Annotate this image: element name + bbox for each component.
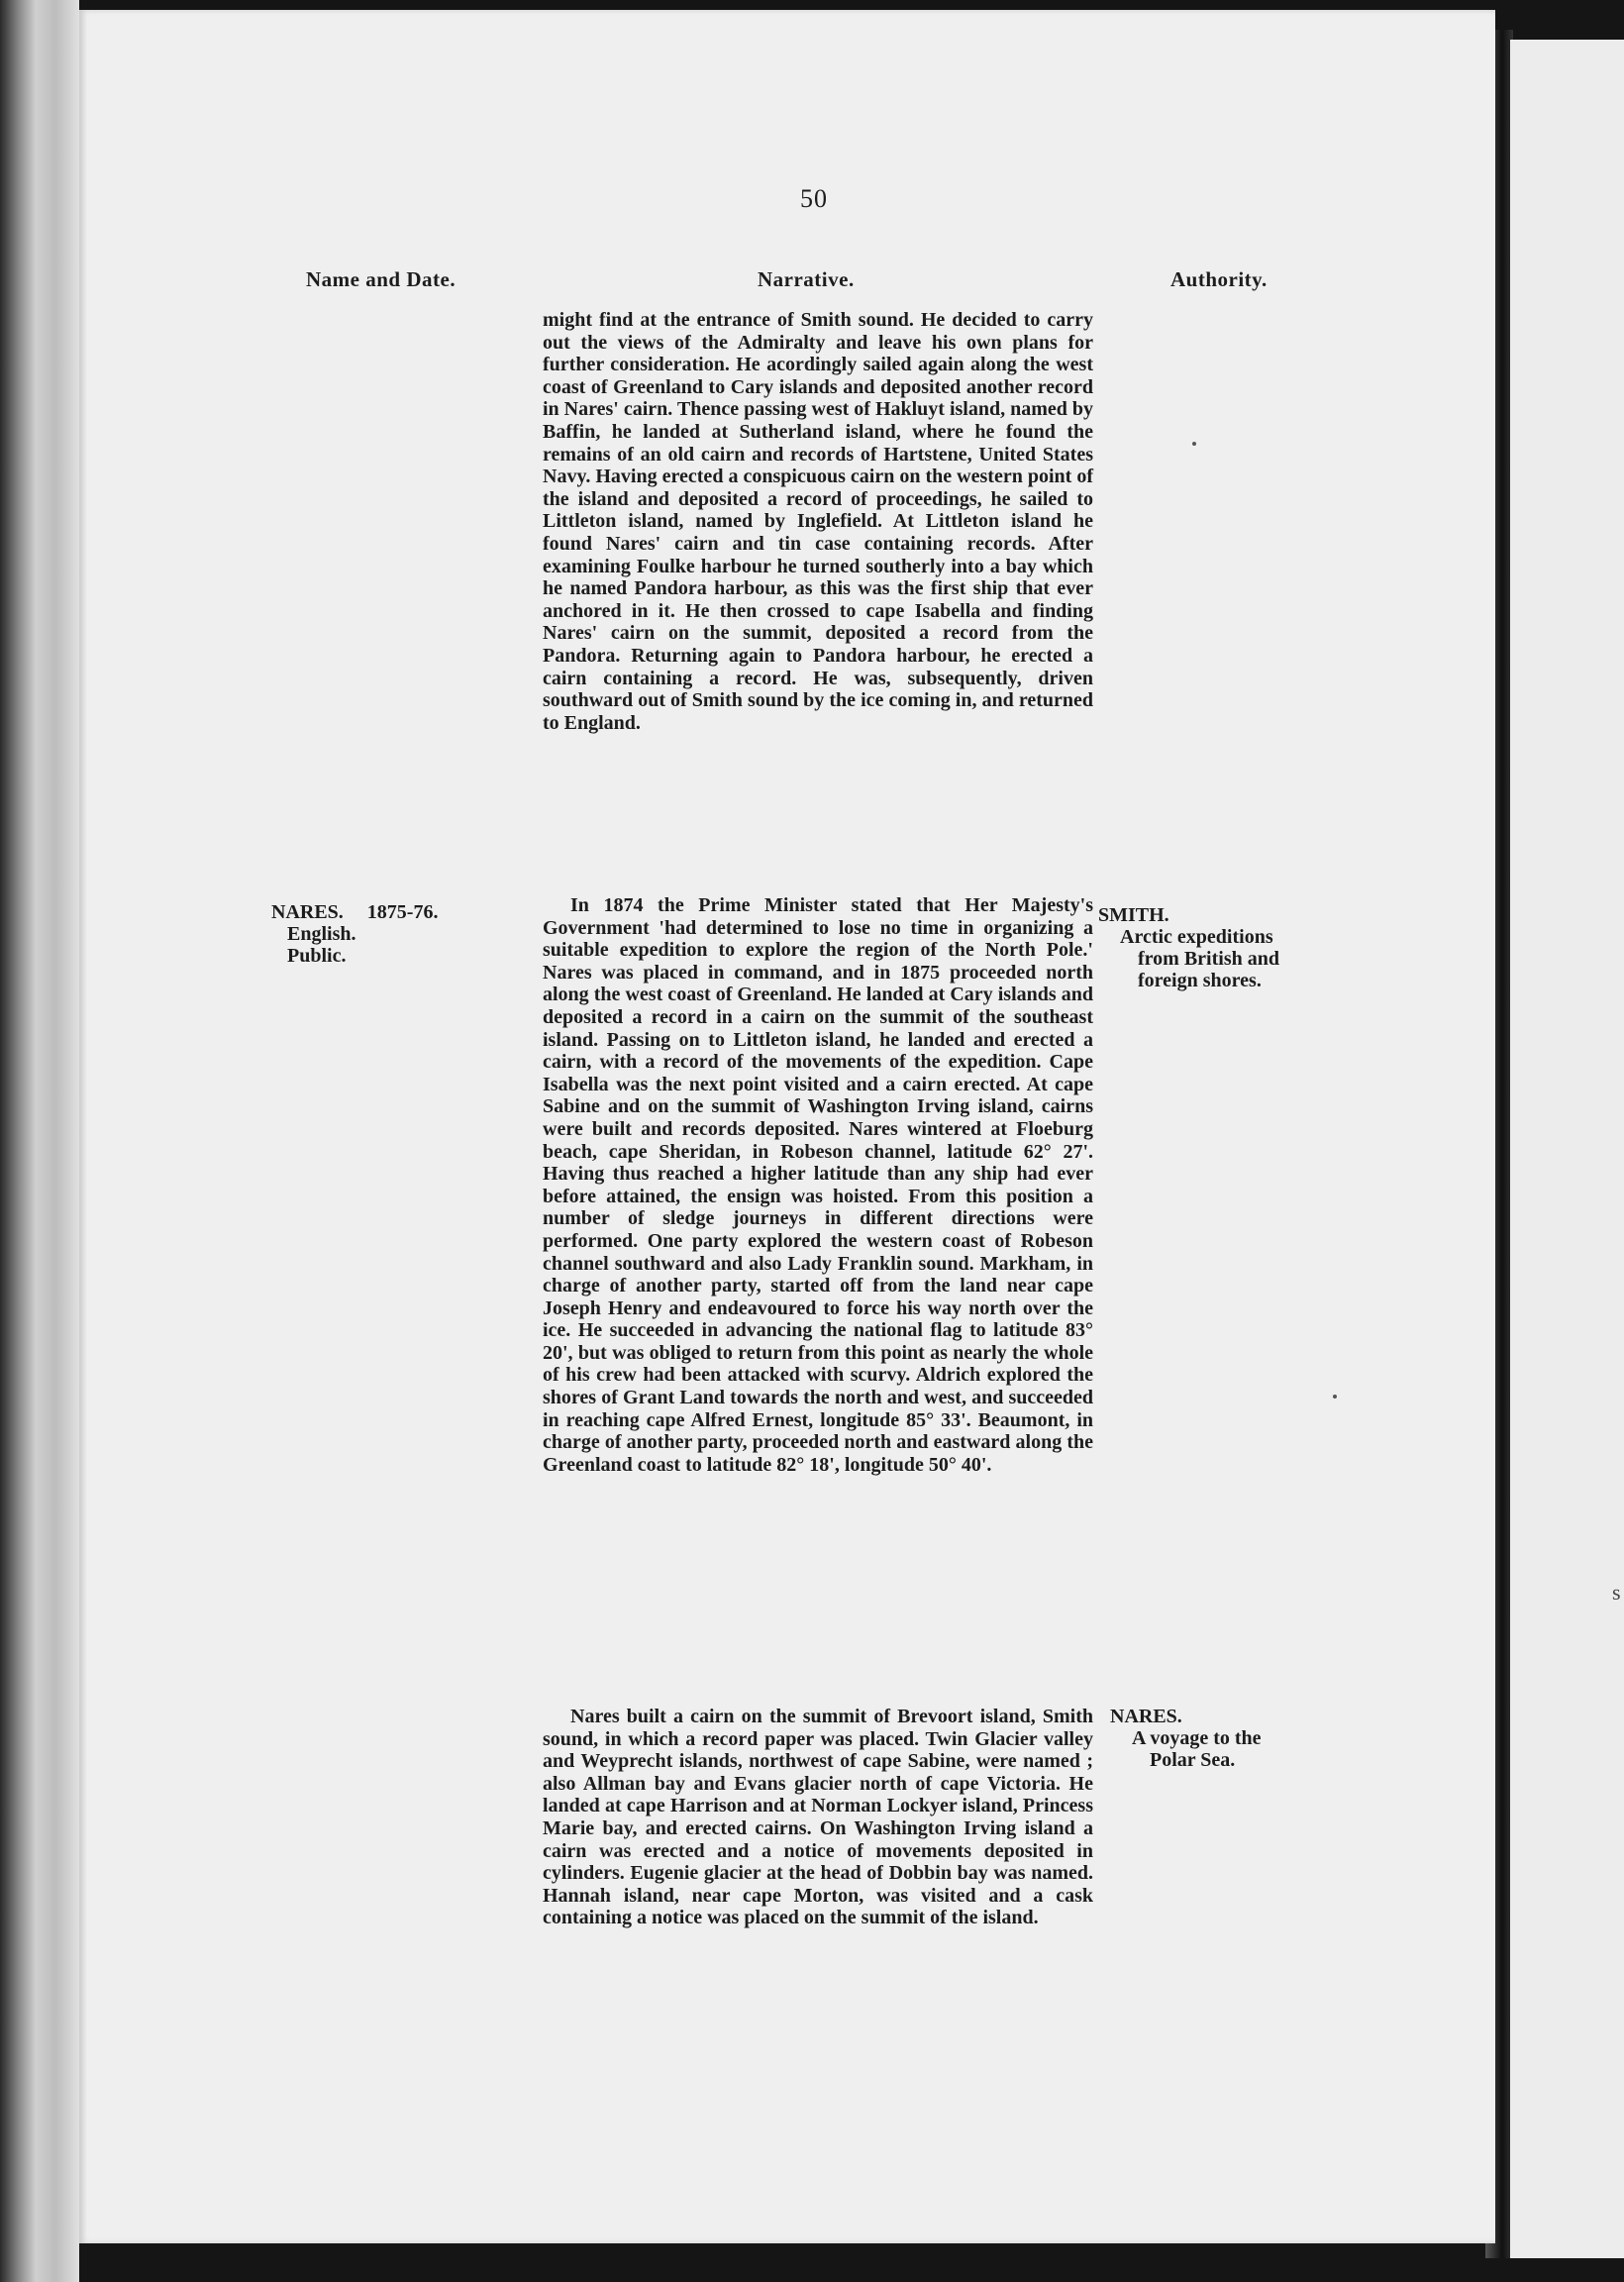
expedition-date: 1875-76.: [366, 901, 439, 923]
paper-speck: [1333, 1395, 1337, 1399]
name-date-entry: [271, 901, 438, 967]
authority-title-line: from British and: [1138, 948, 1279, 970]
facing-page-glyph: s: [1612, 1580, 1621, 1605]
expedition-name: NARES.: [271, 901, 344, 923]
authority-work: [1098, 926, 1279, 991]
column-header-narrative: Narrative.: [758, 267, 855, 291]
column-header-authority: Authority.: [1170, 267, 1268, 291]
expedition-nationality: English.: [287, 923, 356, 945]
narrative-paragraph: In 1874 the Prime Minister stated that Her Majesty's Government 'had determined to lose no time in organizing a suitable expedition to explore the region of the North Pole.' Nares was placed in command, and in 1875 proceeded north along the west coast of Greenland. He landed at Cary islands and deposited a record in a cairn on the summit of the southeast island. Passing on to Littleton island, he landed and erected a cairn, with a record of the movements of the expedition. Cape Isabella was the next point visited and a cairn erected. At cape Sabine and on the summit of Washington Irving island, cairns were built and records deposited. Nares wintered at Floeburg beach, cape Sheridan, in Robeson channel, latitude 62° 27'. Having thus reached a higher latitude than any ship had ever before attained, the ensign was hoisted. From this position a number of sledge journeys in different directions were performed. One party explored the western coast of Robeson channel southward and also Lady Franklin sound. Markham, in charge of another party, started off from the land near cape Joseph Henry and endeavoured to force his way north over the ice. He succeeded in advancing the national flag to latitude 83° 20', but was obliged to return from this point as nearly the whole of his crew had been attacked with scurvy. Aldrich explored the shores of Grant Land towards the north and west, and succeeded in reaching cape Alfred Ernest, longitude 85° 33'. Beaumont, in charge of another party, proceeded north and eastward along the Greenland coast to latitude 82° 18', longitude 50° 40'.: [543, 894, 1093, 1476]
column-header-name-date: Name and Date.: [306, 267, 457, 291]
narrative-paragraph: might find at the entrance of Smith sound. He decided to carry out the views of the Admiralty and leave his own plans for further consideration. He acordingly sailed again along the west coast of Greenland to Cary islands and deposited another record in Nares' cairn. Thence passing west of Hakluyt island, named by Baffin, he landed at Sutherland island, where he found the remains of an old cairn and records of Hartstene, United States Navy. Having erected a conspicuous cairn on the western point of the island and deposited a record of proceedings, he sailed to Littleton island, named by Inglefield. At Littleton island he found Nares' cairn and tin case containing records. After examining Foulke harbour he turned southerly into a bay which he named Pandora harbour, as this was the first ship that ever anchored in it. He then crossed to cape Isabella and finding Nares' cairn on the summit, deposited a record from the Pandora. Returning again to Pandora harbour, he erected a cairn containing a record. He was, subsequently, driven southward out of Smith sound by the ice coming in, and returned to England.: [543, 309, 1094, 734]
authority-author: NARES.: [1110, 1706, 1182, 1727]
expedition-name-line: [271, 901, 438, 923]
authority-work: [1110, 1727, 1262, 1771]
authority-author: SMITH.: [1098, 904, 1169, 926]
narrative-nares-2: [543, 1706, 1093, 1929]
facing-page-edge: [1510, 40, 1624, 2258]
authority-smith: [1098, 904, 1279, 991]
page-number: 50: [800, 184, 828, 213]
authority-nares: [1110, 1706, 1262, 1771]
book-spine: [0, 0, 79, 2282]
paper-speck: [1192, 442, 1196, 446]
expedition-type: Public.: [287, 945, 347, 967]
narrative-nares-1: [543, 894, 1093, 1476]
authority-title-line: Arctic expeditions: [1120, 926, 1273, 948]
authority-title-line: Polar Sea.: [1150, 1749, 1236, 1771]
authority-title-line: A voyage to the: [1132, 1727, 1262, 1749]
authority-title-line: foreign shores.: [1138, 970, 1262, 991]
narrative-continued: [543, 309, 1093, 734]
narrative-paragraph: Nares built a cairn on the summit of Brevoort island, Smith sound, in which a record paper was placed. Twin Glacier valley and Weyprecht islands, northwest of cape Sabine, were named ; also Allman bay and Evans glacier north of cape Victoria. He landed at cape Harrison and at Norman Lockyer island, Princess Marie bay, and erected cairns. On Washington Irving island a cairn was erected and a notice of movements deposited in cylinders. Eugenie glacier at the head of Dobbin bay was named. Hannah island, near cape Morton, was visited and a cask containing a notice was placed on the summit of the island.: [543, 1706, 1093, 1929]
